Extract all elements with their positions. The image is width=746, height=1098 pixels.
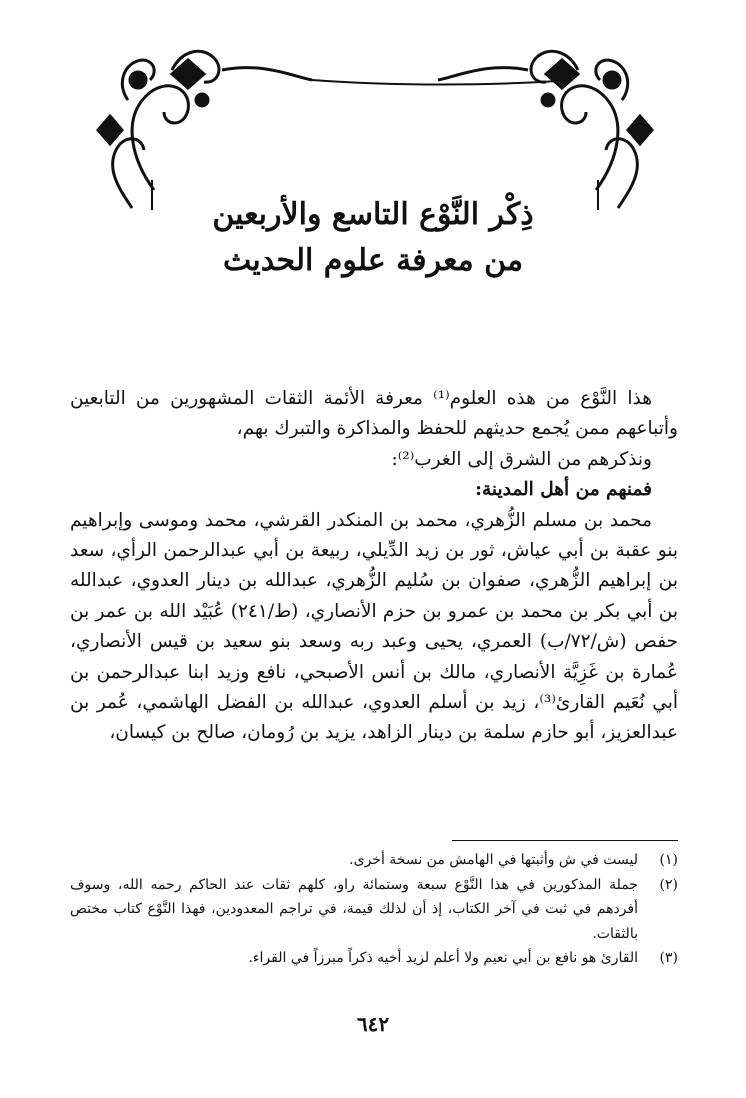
page-number: ٦٤٢ bbox=[356, 1012, 390, 1036]
main-text bbox=[70, 384, 678, 749]
footnote-number: (٣) bbox=[659, 950, 678, 966]
footnote-number: (٢) bbox=[659, 876, 678, 893]
footnote-divider bbox=[452, 840, 678, 841]
paragraph-names: محمد بن مسلم الزُّهري، محمد بن المنكدر القرشي، محمد وموسى وإبراهيم بنو عقبة بن أبي عياش، ثور بن زيد الدِّيلي، ربيعة بن أبي عبدالرحمن الرأي، سعد بن إبراهيم الزُّهري، صفوان بن سُليم الزُّهري، عبدالله بن دينار العدوي، عبدالله بن أبي بكر بن محمد بن عمرو بن حزم الأنصاري، (ط/٢٤١) عُبَيْد الله بن عمر بن حفص (ش/٧٢/ب) العمري، يحيى وعبد ربه وسعد بنو سعيد بن قيس الأنصاري، عُمارة بن غَزِيَّة الأنصاري، مالك بن أنس الأصبحي، نافع وزيد ابنا عبدالرحمن بن أبي نُعَيم القارئ⁽³⁾، زيد بن أسلم العدوي، عبدالله بن الفضل الهاشمي، عُمر بن عبدالعزيز، أبو حازم سلمة بن دينار الزاهد، يزيد بن رُومان، صالح بن كيسان، bbox=[70, 509, 678, 744]
paragraph-order: ونذكرهم من الشرق إلى الغرب⁽²⁾: bbox=[391, 448, 652, 470]
footnote-1 bbox=[70, 848, 678, 873]
section-subheading: فمنهم من أهل المدينة: bbox=[475, 479, 652, 501]
footnote-text: جملة المذكورين في هذا النَّوْع سبعة وستمائة راو، كلهم ثقات عند الحاكم رحمه الله، وسوف أفردهم في ثبت في آخر الكتاب، إذ أن لذلك قيمة، في تراجم المعدودين، فهذا النَّوْع كتاب مختص بالثقات. bbox=[70, 876, 638, 942]
footnote-2 bbox=[70, 873, 678, 947]
footnote-number: (١) bbox=[659, 852, 678, 868]
footnote-text: القارئ هو نافع بن أبي نعيم ولا أعلم لزيد أخيه ذكراً مبرزاً في القراء. bbox=[248, 950, 638, 966]
footnotes bbox=[70, 848, 678, 971]
heading-line-1: ذِكْر النَّوْع التاسع والأربعين bbox=[212, 197, 534, 232]
footnote-3 bbox=[70, 946, 678, 971]
heading-line-2: من معرفة علوم الحديث bbox=[222, 243, 524, 278]
footnote-text: ليست في ش وأثبتها في الهامش من نسخة أخرى. bbox=[349, 852, 638, 868]
paragraph-intro: هذا النَّوْع من هذه العلوم⁽¹⁾ معرفة الأئمة الثقات المشهورين من التابعين وأتباعهم ممن يُجمع حديثهم للحفظ والمذاكرة والتبرك بهم، bbox=[70, 388, 678, 440]
chapter-heading bbox=[100, 192, 646, 284]
